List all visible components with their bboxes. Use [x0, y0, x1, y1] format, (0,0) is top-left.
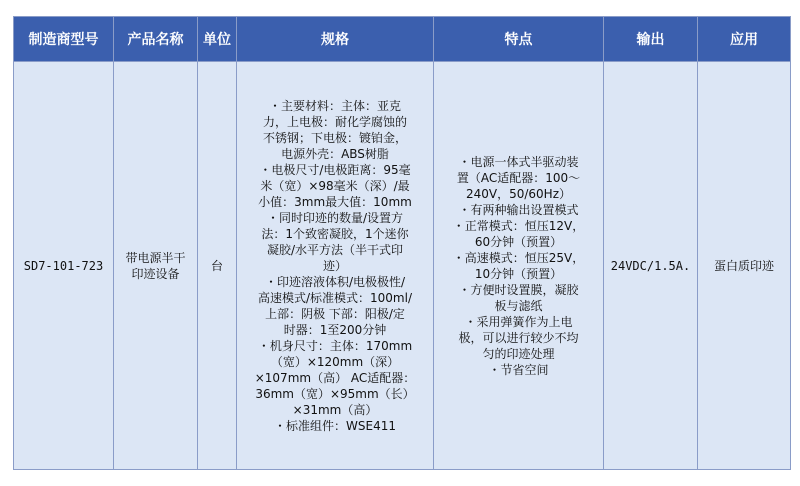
spec-line: 电源外壳：ABS树脂	[281, 146, 389, 161]
spec-line: （宽）×120mm（深）	[270, 354, 400, 369]
header-application: 应用	[698, 17, 791, 62]
cell-spec	[237, 62, 434, 470]
feature-line: ・方便时设置膜，凝胶	[458, 282, 579, 297]
cell-unit: 台	[198, 62, 237, 470]
feature-line: 240V，50/60Hz）	[465, 186, 572, 201]
header-output: 输出	[604, 17, 698, 62]
spec-line: 上部：阴极 下部：阳极/定	[265, 306, 405, 321]
product-name-line: 印迹设备	[131, 266, 180, 281]
product-name-line: 带电源半干	[125, 250, 186, 265]
table-row	[14, 62, 791, 470]
feature-line: 极，可以进行较少不均	[458, 330, 579, 345]
header-spec: 规格	[237, 17, 434, 62]
feature-line: ・采用弹簧作为上电	[464, 314, 573, 329]
spec-line: 36mm（宽）×95mm（长）	[255, 386, 415, 401]
spec-line: 米（宽）×98毫米（深）/最	[260, 178, 410, 193]
spec-line: 时器：1至200分钟	[283, 322, 387, 337]
spec-line: 迹）	[322, 258, 347, 273]
spec-line: ×107mm（高） AC适配器：	[254, 370, 416, 385]
cell-features	[434, 62, 604, 470]
header-features: 特点	[434, 17, 604, 62]
cell-output: 24VDC/1.5A.	[604, 62, 698, 470]
feature-line: ・节省空间	[488, 362, 549, 377]
spec-line: 小值：3mm最大值：10mm	[258, 194, 412, 209]
spec-line: 法：1个致密凝胶，1个迷你	[261, 226, 409, 241]
header-model: 制造商型号	[14, 17, 114, 62]
feature-line: ・正常模式：恒压12V，	[452, 218, 585, 233]
header-row	[14, 17, 791, 62]
feature-line: 匀的印迹处理	[482, 346, 555, 361]
cell-product-name	[114, 62, 198, 470]
feature-line: 置（AC适配器：100～	[456, 170, 581, 185]
feature-line: 10分钟（预置）	[474, 266, 563, 281]
cell-model: SD7-101-723	[14, 62, 114, 470]
header-product-name: 产品名称	[114, 17, 198, 62]
feature-line: 60分钟（预置）	[474, 234, 563, 249]
spec-line: ・电极尺寸/电极距离：95毫	[259, 162, 411, 177]
header-unit: 单位	[198, 17, 237, 62]
spec-line: ・机身尺寸：主体：170mm	[257, 338, 413, 353]
spec-line: 凝胶/水平方法（半干式印	[266, 242, 404, 257]
spec-line: ・标准组件：WSE411	[274, 418, 396, 433]
spec-line: ・同时印迹的数量/设置方	[266, 210, 404, 225]
feature-line: ・有两种输出设置模式	[458, 202, 579, 217]
cell-application: 蛋白质印迹	[698, 62, 791, 470]
spec-line: ・印迹溶液体积/电极极性/	[264, 274, 406, 289]
spec-line: ×31mm（高）	[292, 402, 378, 417]
feature-line: 板与滤纸	[494, 298, 543, 313]
feature-line: ・电源一体式半驱动装	[458, 154, 579, 169]
spec-line: 力，上电极：耐化学腐蚀的	[262, 114, 407, 129]
spec-line: 高速模式/标准模式：100ml/	[257, 290, 412, 305]
spec-line: 不锈钢；下电极：镀铂金，	[262, 130, 407, 145]
product-spec-table	[13, 16, 791, 470]
spec-line: ・主要材料：主体：亚克	[268, 98, 401, 113]
feature-line: ・高速模式：恒压25V，	[452, 250, 585, 265]
